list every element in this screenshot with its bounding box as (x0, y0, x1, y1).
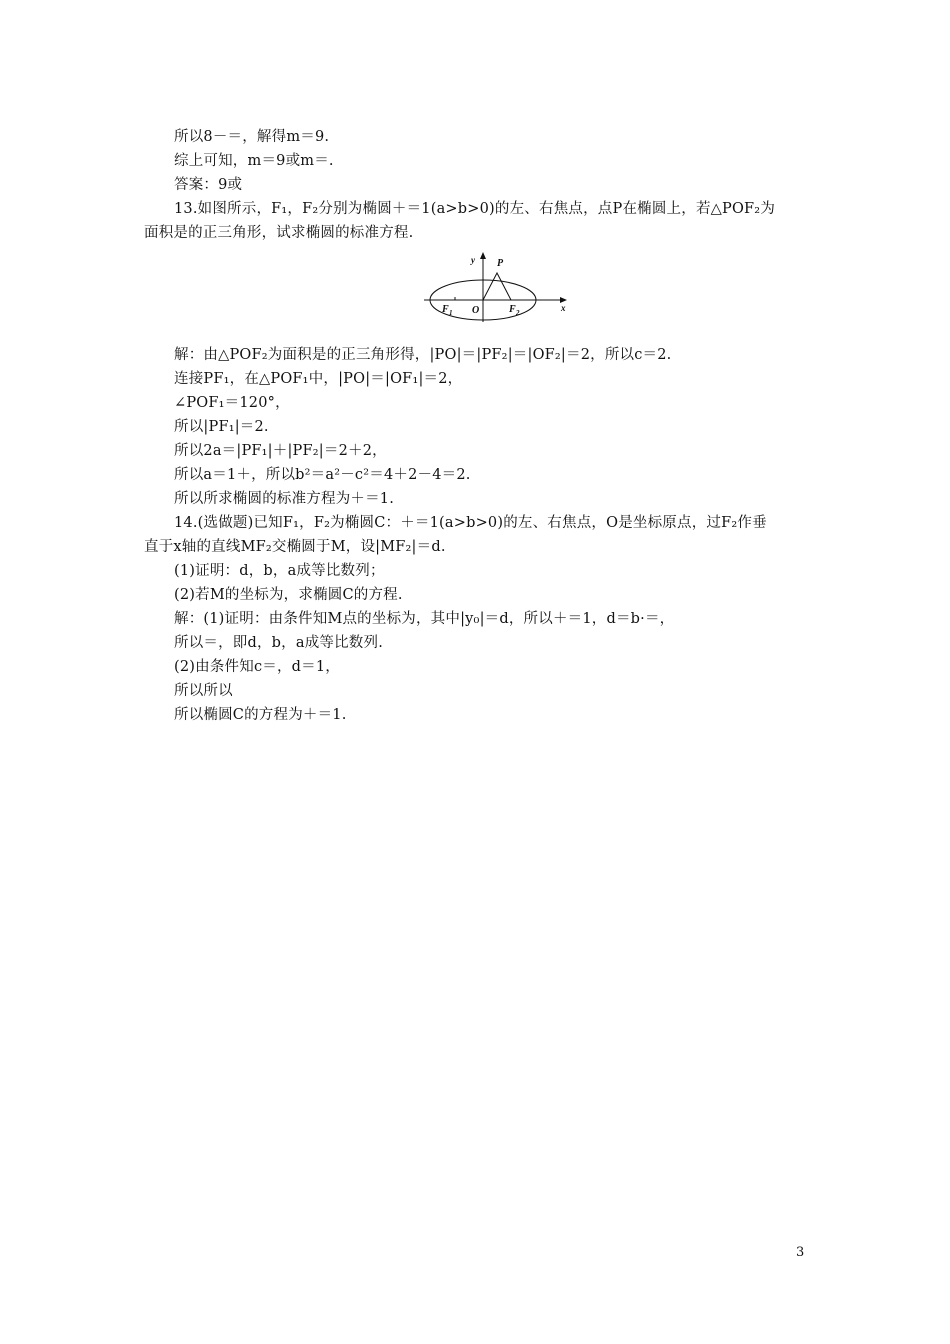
solution-13-line-1: 解：由△POF₂为面积是的正三角形得，|PO|＝|PF₂|＝|OF₂|＝2，所以c＝2. (174, 347, 672, 363)
text-line-1: 所以8－＝，解得m＝9. (174, 129, 330, 145)
solution-13-line-2: 连接PF₁，在△POF₁中，|PO|＝|OF₁|＝2， (174, 371, 463, 387)
solution-14-line-4: 所以所以 (174, 683, 233, 699)
solution-14-line-2: 所以＝，即d，b，a成等比数列. (174, 635, 384, 651)
focus-f2-label: F (509, 304, 516, 315)
x-axis-label: x (561, 303, 566, 313)
solution-13-line-7: 所以所求椭圆的标准方程为＋＝1. (174, 491, 395, 507)
y-axis-label: y (471, 255, 475, 265)
focus-f1-subscript: 1 (449, 309, 453, 317)
focus-f2-subscript: 2 (516, 309, 520, 317)
problem-14-statement-cont: 直于x轴的直线MF₂交椭圆于M，设|MF₂|＝d. (144, 539, 446, 555)
problem-14-part-2: (2)若M的坐标为，求椭圆C的方程. (174, 587, 403, 603)
problem-13-statement: 13.如图所示，F₁，F₂分别为椭圆＋＝1(a>b>0)的左、右焦点，点P在椭圆上，若△POF₂为 (174, 201, 776, 217)
text-line-3: 答案：9或 (174, 177, 243, 193)
focus-f1-label: F (442, 304, 449, 315)
solution-13-line-6: 所以a＝1＋，所以b²＝a²－c²＝4＋2－4＝2. (174, 467, 471, 483)
solution-14-line-5: 所以椭圆C的方程为＋＝1. (174, 707, 347, 723)
page-number: 3 (796, 1245, 805, 1260)
point-p-label: P (497, 258, 504, 269)
solution-14-line-3: (2)由条件知c＝，d＝1， (174, 659, 340, 675)
problem-14-statement: 14.(选做题)已知F₁，F₂为椭圆C：＋＝1(a>b>0)的左、右焦点，O是坐标原点，过F₂作垂 (174, 515, 767, 531)
solution-13-line-4: 所以|PF₁|＝2. (174, 419, 269, 435)
problem-14-part-1: (1)证明：d，b，a成等比数列； (174, 563, 385, 579)
solution-13-line-3: ∠POF₁＝120°， (174, 395, 290, 411)
solution-14-line-1: 解：(1)证明：由条件知M点的坐标为，其中|y₀|＝d，所以＋＝1，d＝b·＝， (174, 611, 675, 627)
origin-label: O (472, 305, 480, 316)
solution-13-line-5: 所以2a＝|PF₁|＋|PF₂|＝2＋2， (174, 443, 387, 459)
triangle-pof2 (483, 273, 511, 300)
y-axis-arrow (480, 252, 486, 259)
text-line-2: 综上可知，m＝9或m＝. (174, 153, 334, 169)
ellipse-figure (420, 250, 570, 322)
problem-13-statement-cont: 面积是的正三角形，试求椭圆的标准方程. (144, 225, 414, 241)
